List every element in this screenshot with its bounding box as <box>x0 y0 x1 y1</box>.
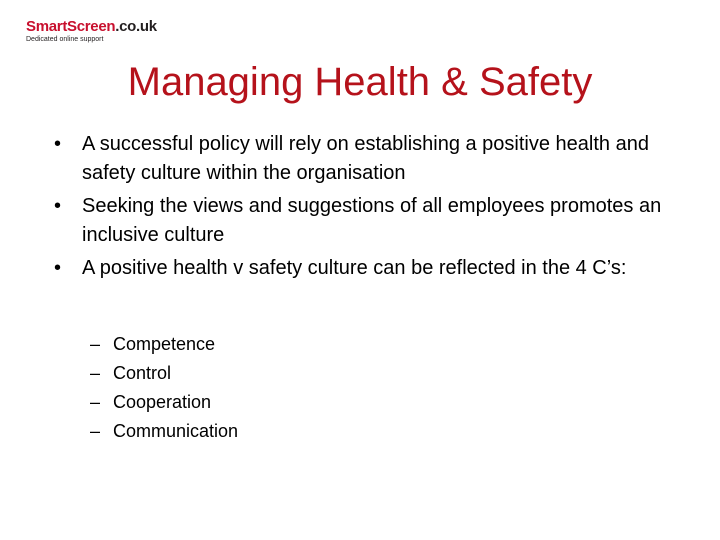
bullet-marker: • <box>54 133 62 155</box>
bullet-marker: • <box>54 195 62 217</box>
bullet-item <box>54 254 694 283</box>
dash-marker: – <box>90 363 101 383</box>
bullet-item <box>54 130 694 188</box>
sub-item <box>90 417 238 446</box>
logo-domain: .co.uk <box>115 18 157 35</box>
bullet-text: Seeking the views and suggestions of all employees promotes an inclusive culture <box>82 195 662 246</box>
bullet-item <box>54 192 694 250</box>
logo-wordmark <box>26 18 166 35</box>
bullet-marker: • <box>54 257 62 279</box>
sub-item-text: Communication <box>113 421 239 441</box>
dash-marker: – <box>90 392 101 412</box>
sub-item <box>90 359 238 388</box>
bullet-text: A successful policy will rely on establishing a positive health and safety culture within the organisation <box>82 133 649 184</box>
bullet-list <box>54 130 694 287</box>
sub-item-text: Control <box>113 363 172 383</box>
sub-item-text: Competence <box>113 334 216 354</box>
smartscreen-logo <box>26 18 166 44</box>
logo-tagline: Dedicated online support <box>26 36 104 43</box>
logo-brand: SmartScreen <box>26 18 116 35</box>
sub-item <box>90 330 238 359</box>
bullet-text: A positive health v safety culture can be reflected in the 4 C’s: <box>82 257 627 279</box>
slide-title: Managing Health & Safety <box>127 60 593 104</box>
sub-item <box>90 388 238 417</box>
dash-marker: – <box>90 334 101 354</box>
dash-marker: – <box>90 421 101 441</box>
sub-item-text: Cooperation <box>113 392 212 412</box>
four-cs-list <box>90 330 238 446</box>
